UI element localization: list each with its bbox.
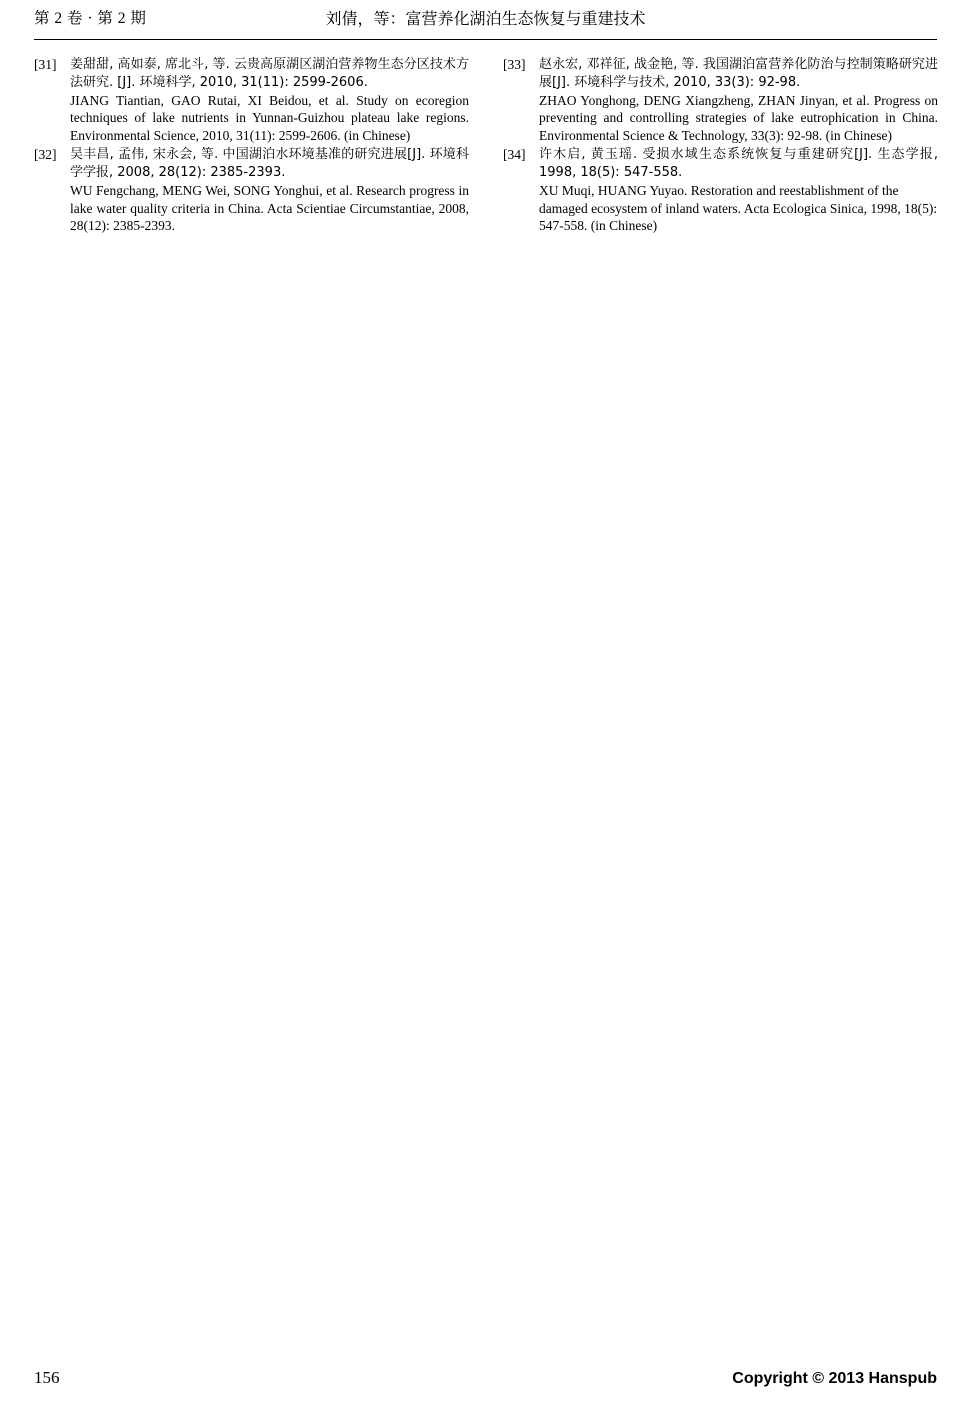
reference-english: JIANG Tiantian, GAO Rutai, XI Beidou, et al. Study on ecoregion techniques of lake nutrients in Yunnan-Guizhou plateau lake regions. Environmental Science, 2010, 31(11): 2599-2606. (in Chinese) xyxy=(70,93,469,143)
copyright-notice: Copyright © 2013 Hanspub xyxy=(732,1370,937,1387)
reference-entry xyxy=(503,146,938,234)
reference-number: [31] xyxy=(34,57,57,72)
running-head-title: 刘倩，等：富营养化湖泊生态恢复与重建技术 xyxy=(325,11,646,28)
reference-chinese: 赵永宏, 邓祥征, 战金艳, 等. 我国湖泊富营养化防治与控制策略研究进展[J]. 环境科学与技术, 2010, 33(3): 92-98. xyxy=(539,57,938,90)
reference-entry xyxy=(34,146,469,234)
reference-chinese: 吴丰昌, 孟伟, 宋永会, 等. 中国湖泊水环境基准的研究进展[J]. 环境科学学报, 2008, 28(12): 2385-2393. xyxy=(70,147,469,181)
reference-number: [32] xyxy=(34,147,57,163)
reference-english: ZHAO Yonghong, DENG Xiangzheng, ZHAN Jinyan, et al. Progress on preventing and controlling strategies of lake eutrophication in China. Environmental Science & Technology, 33(3): 92-98. (in Chinese) xyxy=(539,93,938,143)
reference-text xyxy=(70,146,469,234)
header-rule xyxy=(34,39,937,40)
right-column xyxy=(503,56,938,236)
running-head-volume-issue: 第 2 卷 · 第 2 期 xyxy=(34,10,147,27)
left-column xyxy=(34,56,469,236)
reference-text xyxy=(539,146,938,234)
reference-number: [34] xyxy=(503,147,526,163)
running-head xyxy=(34,0,937,36)
reference-entry xyxy=(34,56,469,144)
reference-english: WU Fengchang, MENG Wei, SONG Yonghui, et al. Research progress in lake water quality criteria in China. Acta Scientiae Circumstantiae, 2008, 28(12): 2385-2393. xyxy=(70,183,469,234)
reference-chinese: 姜甜甜, 高如泰, 席北斗, 等. 云贵高原湖区湖泊营养物生态分区技术方法研究. [J]. 环境科学, 2010, 31(11): 2599-2606. xyxy=(70,57,469,90)
reference-number: [33] xyxy=(503,57,526,72)
reference-chinese: 许木启, 黄玉瑶. 受损水域生态系统恢复与重建研究[J]. 生态学报, 1998, 18(5): 547-558. xyxy=(539,147,938,181)
page-footer xyxy=(34,1368,937,1388)
reference-text xyxy=(70,56,469,144)
reference-entry xyxy=(503,56,938,144)
page-number: 156 xyxy=(34,1368,60,1387)
reference-columns xyxy=(34,56,937,236)
reference-text xyxy=(539,56,938,144)
reference-english: XU Muqi, HUANG Yuyao. Restoration and reestablishment of the damaged ecosystem of inland waters. Acta Ecologica Sinica, 1998, 18(5): 547-558. (in Chinese) xyxy=(539,183,938,234)
